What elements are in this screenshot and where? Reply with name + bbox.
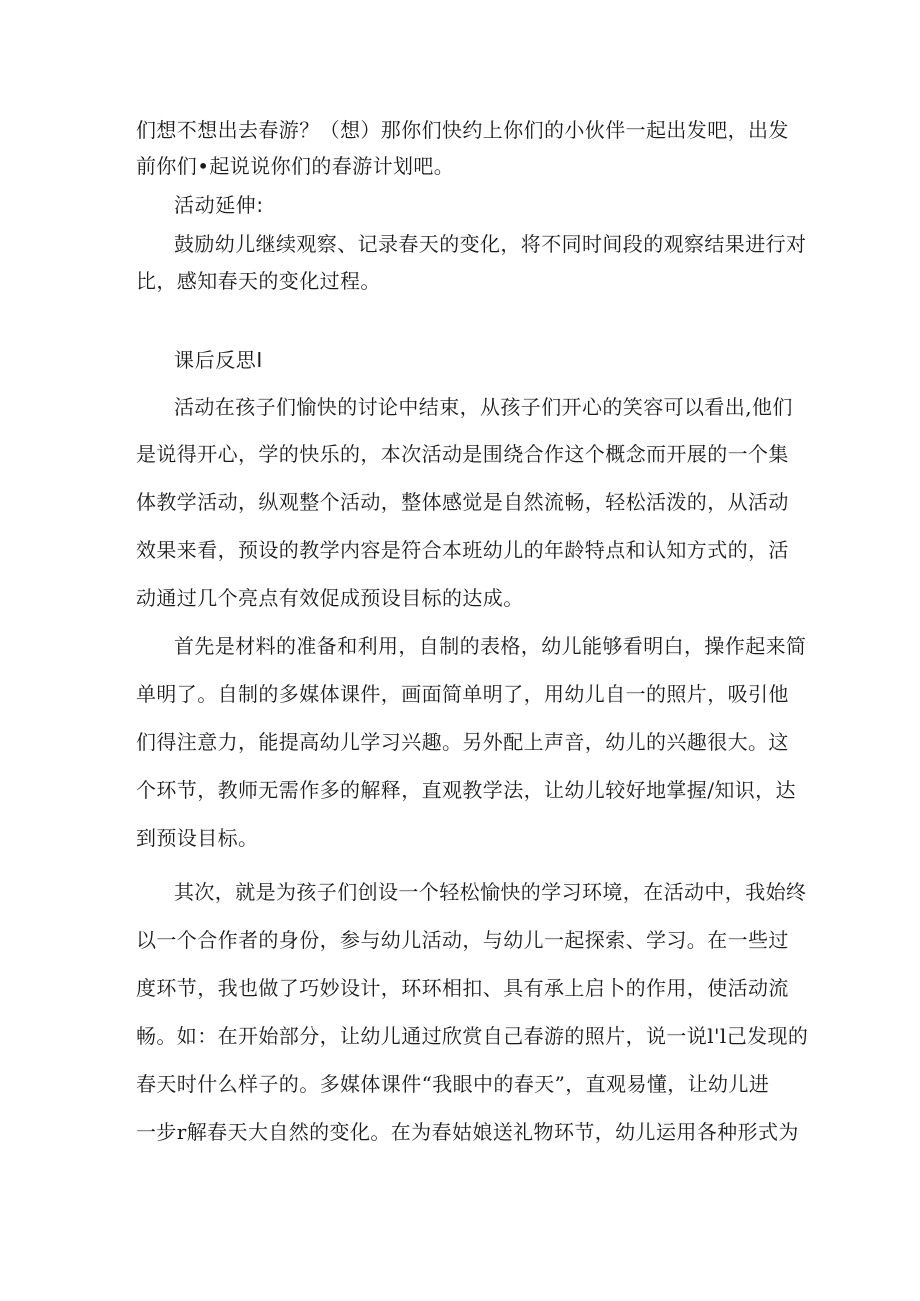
reflection-p3-line-2: 以一个合作者的身份，参与幼儿活动，与幼儿一起探索、学习。在一些过 <box>136 928 789 952</box>
reflection-p2-line-1: 首先是材料的准备和利用，自制的表格，幼儿能够看明白，操作起来简 <box>174 634 807 658</box>
reflection-p2-line-3: 们得注意力，能提高幼儿学习兴趣。另外配上声音，幼儿的兴趣很大。这 <box>136 730 789 754</box>
reflection-p2-line-4: 个环节，教师无需作多的解释，直观教学法，让幼儿较好地掌握/知识，达 <box>136 778 796 802</box>
reflection-p1-line-5: 动通过几个亮点有效促成预设目标的达成。 <box>136 586 524 610</box>
reflection-p3-line-4: 畅。如：在开始部分，让幼儿通过欣赏自己春游的照片，说一说l'l己发现的 <box>136 1024 809 1048</box>
reflection-p1-line-2: 是说得开心，学的快乐的，本次活动是围绕合作这个概念而开展的一个集 <box>136 442 789 466</box>
reflection-heading: 课后反思I <box>174 348 263 372</box>
reflection-p1-line-1: 活动在孩子们愉快的讨论中结束，从孩子们开心的笑容可以看出,他们 <box>174 395 793 419</box>
reflection-p1-line-4: 效果来看，预设的教学内容是符合本班幼儿的年龄特点和认知方式的，活 <box>136 538 789 562</box>
reflection-p3-line-5: 春天时什么样子的。多媒体课件“我眼中的春天”，直观易懂，让幼儿进 <box>136 1072 770 1096</box>
reflection-p3-line-3: 度环节，我也做了巧妙设计，环环相扣、具有承上启卜的作用，使活动流 <box>136 976 789 1000</box>
intro-line-1: 们想不想出去春游？（想）那你们快约上你们的小伙伴一起出发吧，出发 <box>136 118 789 142</box>
reflection-p3-line-6: 一步r解春天大自然的变化。在为春姑娘送礼物环节，幼儿运用各种形式为 <box>136 1120 799 1144</box>
extension-heading: 活动延伸: <box>174 193 264 217</box>
intro-line-2: 前你们•起说说你们的春游计划吧。 <box>136 154 455 178</box>
extension-line-1: 鼓励幼儿继续观察、记录春天的变化，将不同时间段的观察结果进行对 <box>174 232 807 256</box>
extension-line-2: 比，感知春天的变化过程。 <box>136 269 381 293</box>
reflection-p1-line-3: 体教学活动，纵观整个活动，整体感觉是自然流畅，轻松活泼的，从活动 <box>136 490 789 514</box>
reflection-p2-line-2: 单明了。自制的多媒体课件，画面简单明了，用幼儿自一的照片，吸引他 <box>136 682 789 706</box>
reflection-p3-line-1: 其次，就是为孩子们创设一个轻松愉快的学习环境，在活动中，我始终 <box>174 880 807 904</box>
reflection-p2-line-5: 到预设目标。 <box>136 826 259 850</box>
